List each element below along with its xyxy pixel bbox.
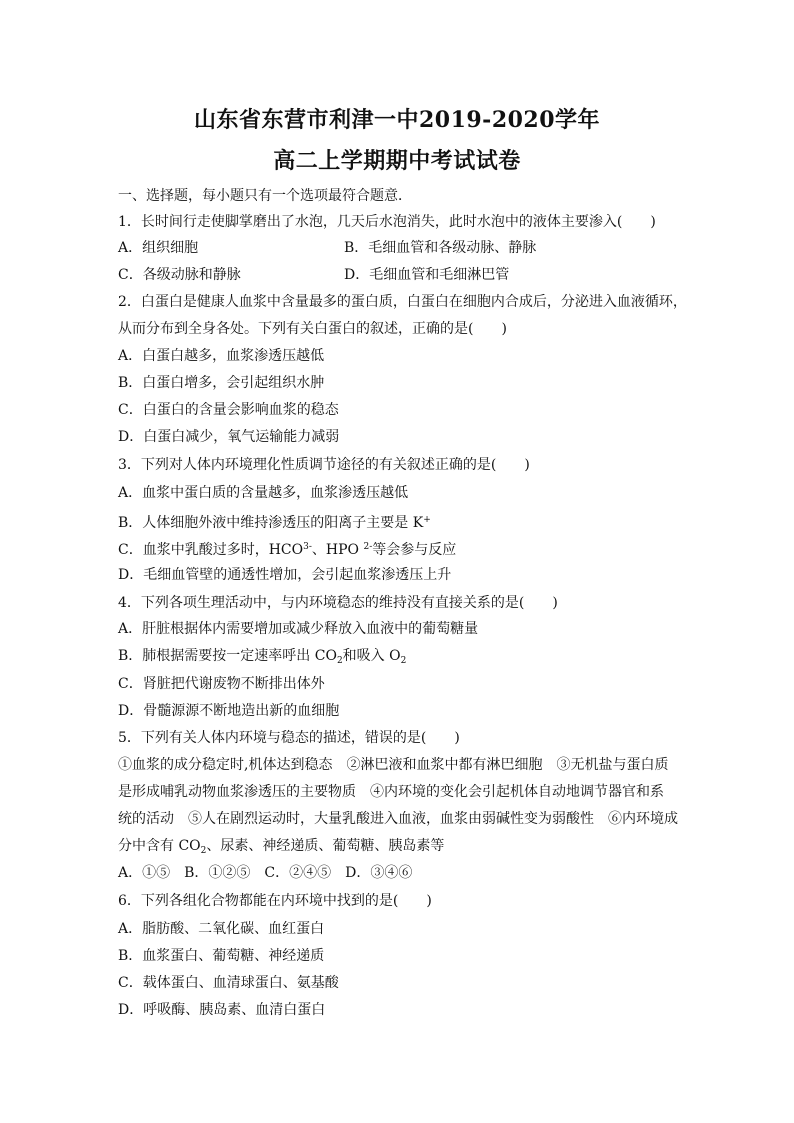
- q4-option-b-text1: B．肺根据需要按一定速率呼出 CO: [118, 648, 337, 664]
- q1-option-c: C．各级动脉和静脉: [118, 267, 241, 283]
- q2-stem-line1: 2．白蛋白是健康人血浆中含量最多的蛋白质，白蛋白在细胞内合成后，分泌进入血液循环，: [118, 294, 687, 310]
- q2-option-d: D．白蛋白减少，氧气运输能力减弱: [118, 429, 340, 445]
- q6-option-a: A．脂肪酸、二氧化碳、血红蛋白: [118, 921, 325, 937]
- q3-stem: 3．下列对人体内环境理化性质调节途径的有关叙述正确的是( ): [118, 457, 530, 473]
- q4-option-b-sub2: 2: [400, 656, 407, 666]
- q2-stem-line2: 从而分布到全身各处。下列有关白蛋白的叙述，正确的是( ): [118, 321, 507, 337]
- q5-stem: 5．下列有关人体内环境与稳态的描述，错误的是( ): [118, 730, 460, 746]
- q1-options-row2: [118, 266, 678, 284]
- q5-statement-line3: 统的活动 ⑤人在剧烈运动时，大量乳酸进入血液，血浆由弱碱性变为弱酸性 ⑥内环境成: [118, 811, 678, 827]
- section-heading: 一、选择题，每小题只有一个选项最符合题意．: [118, 188, 412, 204]
- q5-line4-text2: 、尿素、神经递质、葡萄糖、胰岛素等: [206, 838, 445, 854]
- q3-option-b: [118, 511, 431, 532]
- q2-option-c: C．白蛋白的含量会影响血浆的稳态: [118, 402, 339, 418]
- q4-option-b: [118, 647, 406, 670]
- q4-option-a: A．肝脏根据体内需要增加或减少释放入血液中的葡萄糖量: [118, 621, 479, 637]
- q3-option-b-sup: +: [423, 515, 431, 525]
- exam-title-line2: 高二上学期期中考试试卷: [273, 148, 521, 174]
- q3-option-c-text1: C．血浆中乳酸过多时，HCO: [118, 542, 304, 558]
- q4-option-b-text2: 和吸入 O: [342, 648, 401, 664]
- q3-option-d: D．毛细血管壁的通透性增加，会引起血浆渗透压上升: [118, 567, 452, 583]
- q5-line4-sub: 2: [200, 846, 207, 856]
- q2-option-b: B．白蛋白增多，会引起组织水肿: [118, 375, 325, 391]
- q1-option-b: B．毛细血管和各级动脉、静脉: [344, 240, 537, 256]
- q4-option-d: D．骨髓源源不断地造出新的血细胞: [118, 703, 340, 719]
- q1-options-row1: [118, 239, 678, 257]
- q3-option-c-text3: 等会参与反应: [372, 542, 457, 558]
- q1-option-d: D．毛细血管和毛细淋巴管: [344, 267, 510, 283]
- q1-stem: 1．长时间行走使脚掌磨出了水泡，几天后水泡消失，此时水泡中的液体主要渗入( ): [118, 214, 656, 230]
- q6-option-b: B．血浆蛋白、葡萄糖、神经递质: [118, 948, 325, 964]
- q3-option-a: A．血浆中蛋白质的含量越多，血浆渗透压越低: [118, 485, 409, 501]
- q2-option-a: A．白蛋白越多，血浆渗透压越低: [118, 348, 325, 364]
- q4-option-c: C．肾脏把代谢废物不断排出体外: [118, 676, 325, 692]
- q3-option-c-sup2: 2-: [363, 542, 373, 552]
- q5-statement-line4: [118, 837, 444, 860]
- q5-statement-line2: 是形成哺乳动物血浆渗透压的主要物质 ④内环境的变化会引起机体自动地调节器官和系: [118, 784, 664, 800]
- q3-option-c-text2: 、HPO: [311, 542, 364, 558]
- q6-option-c: C．载体蛋白、血清球蛋白、氨基酸: [118, 975, 339, 991]
- q5-line4-text1: 分中含有 CO: [118, 838, 201, 854]
- q4-stem: 4．下列各项生理活动中，与内环境稳态的维持没有直接关系的是( ): [118, 595, 558, 611]
- q3-option-c-sup1: 3-: [303, 542, 312, 552]
- q5-statement-line1: ①血浆的成分稳定时,机体达到稳态 ②淋巴液和血浆中都有淋巴细胞 ③无机盐与蛋白质: [118, 757, 669, 773]
- q1-option-a: A．组织细胞: [118, 240, 199, 256]
- q4-option-b-sub1: 2: [336, 656, 343, 666]
- q3-option-c: [118, 538, 456, 559]
- exam-title-line1: 山东省东营市利津一中2019-2020学年: [193, 107, 601, 133]
- q6-option-d: D．呼吸酶、胰岛素、血清白蛋白: [118, 1002, 326, 1018]
- q3-option-b-text: B．人体细胞外液中维持渗透压的阳离子主要是 K: [118, 515, 424, 531]
- q6-stem: 6．下列各组化合物都能在内环境中找到的是( ): [118, 893, 432, 909]
- q5-options: A．①⑤ B．①②⑤ C．②④⑤ D．③④⑥: [118, 865, 413, 881]
